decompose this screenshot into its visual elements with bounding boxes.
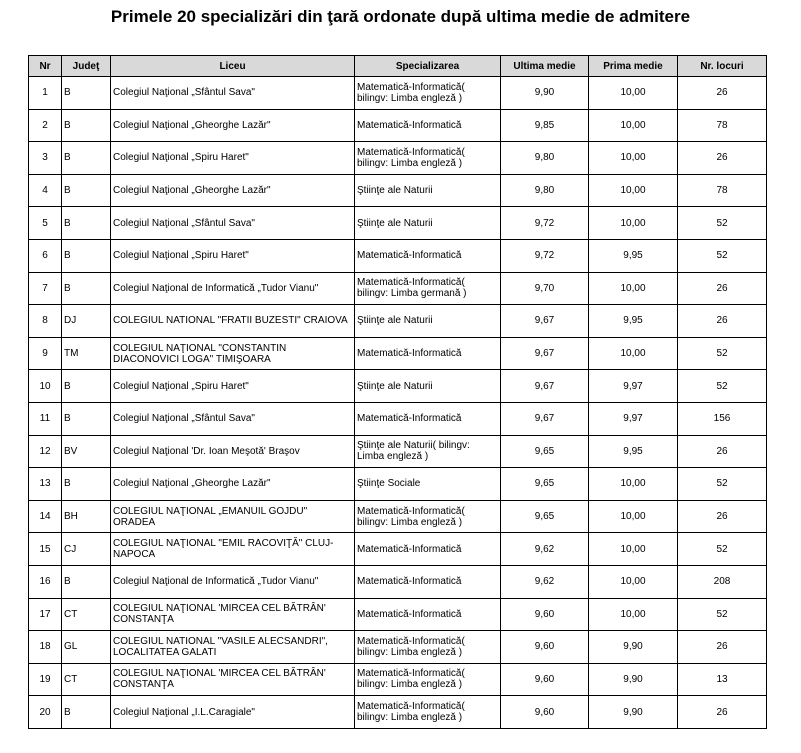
cell-judet: B [62, 696, 111, 729]
cell-specializarea: Ştiinţe ale Naturii [355, 207, 501, 240]
cell-liceu: Colegiul Naţional de Informatică „Tudor Vianu" [111, 272, 355, 305]
table-row [29, 565, 767, 598]
cell-ultima-medie: 9,62 [501, 565, 589, 598]
table-row [29, 598, 767, 631]
cell-prima-medie: 9,90 [589, 631, 678, 664]
cell-judet: B [62, 402, 111, 435]
cell-prima-medie: 10,00 [589, 142, 678, 175]
cell-nr: 4 [29, 174, 62, 207]
cell-specializarea: Ştiinţe ale Naturii( bilingv: Limba engleză ) [355, 435, 501, 468]
cell-ultima-medie: 9,80 [501, 174, 589, 207]
cell-prima-medie: 10,00 [589, 500, 678, 533]
cell-nr-locuri: 26 [678, 435, 767, 468]
cell-ultima-medie: 9,72 [501, 207, 589, 240]
cell-nr-locuri: 26 [678, 631, 767, 664]
cell-nr-locuri: 52 [678, 207, 767, 240]
cell-liceu: COLEGIUL NAŢIONAL 'MIRCEA CEL BĂTRÂN' CONSTANŢA [111, 663, 355, 696]
cell-nr-locuri: 52 [678, 533, 767, 566]
cell-liceu: COLEGIUL NAŢIONAL "CONSTANTIN DIACONOVICI LOGA" TIMIŞOARA [111, 337, 355, 370]
cell-nr-locuri: 52 [678, 370, 767, 403]
cell-liceu: Colegiul Naţional „Sfântul Sava" [111, 402, 355, 435]
cell-specializarea: Matematică-Informatică( bilingv: Limba engleză ) [355, 696, 501, 729]
cell-judet: B [62, 207, 111, 240]
cell-prima-medie: 10,00 [589, 598, 678, 631]
cell-nr-locuri: 156 [678, 402, 767, 435]
table-row [29, 337, 767, 370]
cell-specializarea: Matematică-Informatică( bilingv: Limba engleză ) [355, 631, 501, 664]
cell-specializarea: Matematică-Informatică [355, 598, 501, 631]
cell-liceu: Colegiul Naţional „Sfântul Sava" [111, 207, 355, 240]
cell-nr-locuri: 26 [678, 272, 767, 305]
cell-nr: 20 [29, 696, 62, 729]
cell-ultima-medie: 9,65 [501, 500, 589, 533]
table-header-row [29, 56, 767, 77]
cell-prima-medie: 9,97 [589, 402, 678, 435]
cell-liceu: Colegiul Naţional „Spiru Haret" [111, 142, 355, 175]
cell-specializarea: Matematică-Informatică [355, 533, 501, 566]
table-row [29, 142, 767, 175]
cell-judet: B [62, 370, 111, 403]
cell-specializarea: Matematică-Informatică( bilingv: Limba engleză ) [355, 142, 501, 175]
cell-nr-locuri: 26 [678, 142, 767, 175]
cell-specializarea: Ştiinţe ale Naturii [355, 305, 501, 338]
cell-judet: GL [62, 631, 111, 664]
cell-specializarea: Matematică-Informatică [355, 565, 501, 598]
cell-prima-medie: 9,90 [589, 696, 678, 729]
cell-liceu: COLEGIUL NATIONAL "FRATII BUZESTI" CRAIOVA [111, 305, 355, 338]
cell-specializarea: Ştiinţe Sociale [355, 468, 501, 501]
cell-ultima-medie: 9,62 [501, 533, 589, 566]
cell-prima-medie: 10,00 [589, 565, 678, 598]
cell-judet: B [62, 565, 111, 598]
cell-nr-locuri: 13 [678, 663, 767, 696]
cell-nr-locuri: 26 [678, 77, 767, 110]
table-row [29, 109, 767, 142]
page-title: Primele 20 specializări din ţară ordonate după ultima medie de admitere [110, 7, 691, 26]
cell-specializarea: Matematică-Informatică( bilingv: Limba engleză ) [355, 500, 501, 533]
cell-nr: 7 [29, 272, 62, 305]
cell-ultima-medie: 9,65 [501, 435, 589, 468]
table-row [29, 468, 767, 501]
cell-ultima-medie: 9,80 [501, 142, 589, 175]
cell-judet: BV [62, 435, 111, 468]
cell-nr-locuri: 208 [678, 565, 767, 598]
cell-liceu: Colegiul Naţional „Spiru Haret" [111, 370, 355, 403]
cell-prima-medie: 10,00 [589, 468, 678, 501]
table-row [29, 402, 767, 435]
header-prima-medie: Prima medie [589, 56, 678, 77]
header-nr-locuri: Nr. locuri [678, 56, 767, 77]
cell-ultima-medie: 9,60 [501, 696, 589, 729]
cell-liceu: Colegiul Naţional „Gheorghe Lazăr" [111, 109, 355, 142]
cell-specializarea: Matematică-Informatică [355, 337, 501, 370]
cell-prima-medie: 9,95 [589, 239, 678, 272]
cell-liceu: COLEGIUL NAŢIONAL „EMANUIL GOJDU" ORADEA [111, 500, 355, 533]
table-row [29, 239, 767, 272]
cell-nr: 2 [29, 109, 62, 142]
table-row [29, 207, 767, 240]
cell-ultima-medie: 9,65 [501, 468, 589, 501]
admission-table [28, 55, 767, 729]
cell-nr: 9 [29, 337, 62, 370]
cell-nr: 5 [29, 207, 62, 240]
cell-liceu: COLEGIUL NATIONAL "VASILE ALECSANDRI", LOCALITATEA GALATI [111, 631, 355, 664]
header-specializarea: Specializarea [355, 56, 501, 77]
cell-specializarea: Matematică-Informatică( bilingv: Limba germană ) [355, 272, 501, 305]
cell-judet: B [62, 109, 111, 142]
cell-prima-medie: 9,90 [589, 663, 678, 696]
cell-nr-locuri: 78 [678, 174, 767, 207]
cell-liceu: Colegiul Naţional „Sfântul Sava" [111, 77, 355, 110]
cell-nr-locuri: 52 [678, 468, 767, 501]
cell-judet: DJ [62, 305, 111, 338]
table-row [29, 305, 767, 338]
cell-liceu: Colegiul Naţional „Spiru Haret" [111, 239, 355, 272]
cell-nr-locuri: 52 [678, 337, 767, 370]
cell-specializarea: Matematică-Informatică [355, 239, 501, 272]
table-row [29, 370, 767, 403]
cell-nr-locuri: 26 [678, 696, 767, 729]
cell-ultima-medie: 9,70 [501, 272, 589, 305]
cell-ultima-medie: 9,85 [501, 109, 589, 142]
cell-nr: 8 [29, 305, 62, 338]
cell-specializarea: Ştiinţe ale Naturii [355, 174, 501, 207]
header-liceu: Liceu [111, 56, 355, 77]
cell-specializarea: Matematică-Informatică( bilingv: Limba engleză ) [355, 77, 501, 110]
cell-nr-locuri: 26 [678, 305, 767, 338]
header-ultima-medie: Ultima medie [501, 56, 589, 77]
cell-prima-medie: 9,95 [589, 305, 678, 338]
cell-liceu: Colegiul Naţional „Gheorghe Lazăr" [111, 468, 355, 501]
cell-ultima-medie: 9,67 [501, 402, 589, 435]
cell-nr-locuri: 78 [678, 109, 767, 142]
cell-nr: 3 [29, 142, 62, 175]
cell-nr: 18 [29, 631, 62, 664]
cell-judet: B [62, 174, 111, 207]
cell-judet: B [62, 142, 111, 175]
table-row [29, 435, 767, 468]
table-row [29, 272, 767, 305]
cell-liceu: Colegiul Naţional 'Dr. Ioan Meşotă' Braşov [111, 435, 355, 468]
cell-ultima-medie: 9,67 [501, 305, 589, 338]
cell-nr-locuri: 52 [678, 239, 767, 272]
cell-specializarea: Ştiinţe ale Naturii [355, 370, 501, 403]
cell-nr: 17 [29, 598, 62, 631]
table-row [29, 696, 767, 729]
table-row [29, 500, 767, 533]
cell-ultima-medie: 9,67 [501, 370, 589, 403]
table-row [29, 533, 767, 566]
table-row [29, 663, 767, 696]
cell-liceu: COLEGIUL NAŢIONAL "EMIL RACOVIŢĂ" CLUJ-NAPOCA [111, 533, 355, 566]
cell-judet: B [62, 77, 111, 110]
cell-prima-medie: 10,00 [589, 77, 678, 110]
cell-nr-locuri: 52 [678, 598, 767, 631]
cell-prima-medie: 10,00 [589, 109, 678, 142]
cell-judet: CJ [62, 533, 111, 566]
cell-judet: BH [62, 500, 111, 533]
cell-nr: 11 [29, 402, 62, 435]
cell-ultima-medie: 9,60 [501, 631, 589, 664]
cell-nr: 1 [29, 77, 62, 110]
cell-liceu: Colegiul Naţional „Gheorghe Lazăr" [111, 174, 355, 207]
header-judet: Judeţ [62, 56, 111, 77]
cell-nr: 16 [29, 565, 62, 598]
cell-prima-medie: 10,00 [589, 337, 678, 370]
cell-judet: CT [62, 598, 111, 631]
cell-nr: 15 [29, 533, 62, 566]
table-row [29, 174, 767, 207]
cell-ultima-medie: 9,60 [501, 663, 589, 696]
cell-nr-locuri: 26 [678, 500, 767, 533]
header-nr: Nr [29, 56, 62, 77]
table-row [29, 77, 767, 110]
cell-prima-medie: 9,95 [589, 435, 678, 468]
cell-liceu: Colegiul Naţional de Informatică „Tudor Vianu" [111, 565, 355, 598]
cell-prima-medie: 10,00 [589, 533, 678, 566]
cell-nr: 12 [29, 435, 62, 468]
cell-judet: B [62, 239, 111, 272]
cell-specializarea: Matematică-Informatică [355, 402, 501, 435]
cell-judet: TM [62, 337, 111, 370]
table-body [29, 77, 767, 729]
cell-ultima-medie: 9,72 [501, 239, 589, 272]
cell-judet: B [62, 272, 111, 305]
table-row [29, 631, 767, 664]
cell-ultima-medie: 9,67 [501, 337, 589, 370]
cell-specializarea: Matematică-Informatică [355, 109, 501, 142]
cell-nr: 19 [29, 663, 62, 696]
cell-nr: 10 [29, 370, 62, 403]
cell-prima-medie: 10,00 [589, 272, 678, 305]
cell-prima-medie: 9,97 [589, 370, 678, 403]
cell-nr: 14 [29, 500, 62, 533]
cell-ultima-medie: 9,90 [501, 77, 589, 110]
cell-nr: 13 [29, 468, 62, 501]
cell-nr: 6 [29, 239, 62, 272]
cell-liceu: COLEGIUL NAŢIONAL 'MIRCEA CEL BĂTRÂN' CONSTANŢA [111, 598, 355, 631]
cell-specializarea: Matematică-Informatică( bilingv: Limba engleză ) [355, 663, 501, 696]
cell-prima-medie: 10,00 [589, 207, 678, 240]
cell-ultima-medie: 9,60 [501, 598, 589, 631]
cell-liceu: Colegiul Naţional „I.L.Caragiale" [111, 696, 355, 729]
cell-prima-medie: 10,00 [589, 174, 678, 207]
cell-judet: CT [62, 663, 111, 696]
cell-judet: B [62, 468, 111, 501]
